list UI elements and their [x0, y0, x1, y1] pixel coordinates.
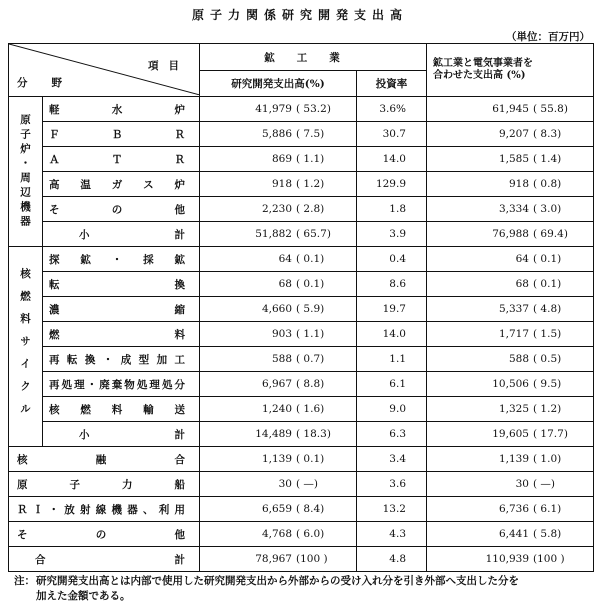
table-row	[9, 172, 594, 197]
combined-value: 918	[508, 178, 529, 190]
rnd-value: 869	[271, 153, 292, 165]
combined-value: 1,139	[498, 453, 529, 465]
table-row	[9, 347, 594, 372]
row-label: 再処理・廃棄物処理処分	[43, 372, 200, 397]
combined-percent: ( 0.1)	[533, 253, 562, 265]
table-row	[9, 247, 594, 272]
table-row	[9, 472, 594, 497]
invest-rate: 3.4	[357, 447, 427, 472]
rnd-expenditure-table	[8, 43, 594, 572]
header-combined-line2: 合わせた支出高 (%)	[433, 70, 526, 81]
combined-percent: ( 1.5)	[533, 328, 562, 340]
combined-percent: ( 9.5)	[533, 378, 562, 390]
subtotal-label: 小計	[43, 422, 200, 447]
rnd-percent: ( 0.1)	[296, 278, 325, 290]
rnd-value: 1,240	[261, 403, 292, 415]
footnote-line1: 研究開発支出高とは内部で使用した研究開発支出から外部からの受け入れ分を引き外部へ支出した分を	[36, 575, 519, 587]
rnd-value: 68	[278, 278, 292, 290]
invest-rate: 6.1	[357, 372, 427, 397]
combined-percent: ( 0.1)	[533, 278, 562, 290]
footnote-label: 注：	[14, 575, 35, 587]
rnd-value: 64	[278, 253, 292, 265]
row-label: ＦＢＲ	[43, 122, 200, 147]
rnd-value: 6,967	[261, 378, 292, 390]
combined-percent: ( 1.0)	[533, 453, 562, 465]
rnd-value: 1,139	[261, 453, 292, 465]
row-label: 核融合	[9, 447, 200, 472]
row-label: 再転換・成型加工	[43, 347, 200, 372]
rnd-value: 903	[271, 328, 292, 340]
invest-rate: 19.7	[357, 297, 427, 322]
invest-rate: 3.6	[357, 472, 427, 497]
rnd-value: 51,882	[255, 228, 292, 240]
invest-rate: 30.7	[357, 122, 427, 147]
row-label: 転換	[43, 272, 200, 297]
rnd-value: 918	[271, 178, 292, 190]
total-row	[9, 547, 594, 572]
row-label: 燃料	[43, 322, 200, 347]
combined-percent: ( 69.4)	[533, 228, 568, 240]
rnd-percent: ( 1.6)	[296, 403, 325, 415]
invest-rate: 0.4	[357, 247, 427, 272]
header-combined-column	[427, 44, 594, 97]
rnd-percent: ( 8.4)	[296, 503, 325, 515]
combined-percent: ( 5.8)	[533, 528, 562, 540]
invest-rate: 6.3	[357, 422, 427, 447]
invest-rate: 3.9	[357, 222, 427, 247]
invest-rate: 1.8	[357, 197, 427, 222]
table-row	[9, 122, 594, 147]
combined-percent: ( 3.0)	[533, 203, 562, 215]
combined-percent: ( 8.3)	[533, 128, 562, 140]
rnd-percent: ( 65.7)	[296, 228, 331, 240]
row-label: 核燃料輸送	[43, 397, 200, 422]
combined-percent: ( 1.2)	[533, 403, 562, 415]
combined-percent: ( 0.5)	[533, 353, 562, 365]
footnote-line2: 加えた金額である。	[36, 590, 131, 602]
rnd-value: 5,886	[261, 128, 292, 140]
combined-value: 6,441	[498, 528, 529, 540]
rnd-percent: ( 7.5)	[296, 128, 325, 140]
header-combined-line1: 鉱工業と電気事業者を	[433, 58, 533, 69]
row-label: 探鉱・採鉱	[43, 247, 200, 272]
rnd-percent: ( 53.2)	[296, 103, 331, 115]
combined-percent: ( 6.1)	[533, 503, 562, 515]
footnote	[14, 574, 584, 604]
combined-percent: ( 1.4)	[533, 153, 562, 165]
combined-percent: ( —)	[533, 478, 556, 490]
section-label-reactor: 原子炉・周辺機器	[9, 97, 43, 247]
rnd-percent: ( 0.7)	[296, 353, 325, 365]
combined-value: 61,945	[492, 103, 529, 115]
rnd-value: 78,967	[255, 553, 292, 565]
rnd-percent: ( 2.8)	[296, 203, 325, 215]
rnd-percent: ( 0.1)	[296, 253, 325, 265]
row-label: ＡＴＲ	[43, 147, 200, 172]
combined-percent: ( 0.8)	[533, 178, 562, 190]
combined-value: 64	[515, 253, 529, 265]
rnd-percent: ( 8.8)	[296, 378, 325, 390]
row-label: 軽水炉	[43, 97, 200, 122]
rnd-value: 30	[278, 478, 292, 490]
rnd-value: 41,979	[255, 103, 292, 115]
table-row	[9, 97, 594, 122]
rnd-value: 588	[271, 353, 292, 365]
combined-value: 3,334	[498, 203, 529, 215]
combined-value: 19,605	[492, 428, 529, 440]
rnd-percent: ( 6.0)	[296, 528, 325, 540]
header-corner-cell	[9, 44, 200, 97]
rnd-percent: ( 18.3)	[296, 428, 331, 440]
header-field-label: 分野	[17, 77, 86, 89]
combined-percent: ( 55.8)	[533, 103, 568, 115]
rnd-percent: ( 1.1)	[296, 153, 325, 165]
rnd-percent: ( —)	[296, 478, 319, 490]
table-row	[9, 397, 594, 422]
page-title: 原子力関係研究開発支出高	[191, 8, 408, 22]
header-rnd-column: 研究開発支出高(%)	[200, 71, 357, 97]
combined-percent: (100 )	[533, 553, 565, 565]
row-label: 高温ガス炉	[43, 172, 200, 197]
table-row	[9, 272, 594, 297]
combined-value: 5,337	[498, 303, 529, 315]
rnd-percent: ( 1.2)	[296, 178, 325, 190]
combined-value: 10,506	[492, 378, 529, 390]
row-label: ＲＩ・放射線機器、利用	[9, 497, 200, 522]
table-row	[9, 147, 594, 172]
header-row-1	[9, 44, 594, 71]
combined-value: 588	[508, 353, 529, 365]
table-row	[9, 497, 594, 522]
subtotal-label: 小計	[43, 222, 200, 247]
subtotal-row	[9, 222, 594, 247]
combined-value: 1,585	[498, 153, 529, 165]
invest-rate: 13.2	[357, 497, 427, 522]
table-row	[9, 447, 594, 472]
combined-value: 110,939	[485, 553, 529, 565]
table-row	[9, 322, 594, 347]
row-label: 濃縮	[43, 297, 200, 322]
table-row	[9, 372, 594, 397]
invest-rate: 4.8	[357, 547, 427, 572]
unit-label: （単位：百万円）	[506, 31, 590, 43]
combined-value: 1,325	[498, 403, 529, 415]
invest-rate: 4.3	[357, 522, 427, 547]
section-label-fuel-cycle: 核燃料サイクル	[9, 247, 43, 447]
rnd-percent: ( 0.1)	[296, 453, 325, 465]
header-invest-column: 投資率	[357, 71, 427, 97]
row-label: その他	[9, 522, 200, 547]
rnd-percent: ( 1.1)	[296, 328, 325, 340]
table-row	[9, 197, 594, 222]
invest-rate: 3.6%	[357, 97, 427, 122]
total-label: 合計	[9, 547, 200, 572]
combined-value: 1,717	[498, 328, 529, 340]
rnd-percent: (100 )	[296, 553, 328, 565]
invest-rate: 14.0	[357, 147, 427, 172]
combined-value: 6,736	[498, 503, 529, 515]
combined-value: 76,988	[492, 228, 529, 240]
table-row	[9, 522, 594, 547]
rnd-percent: ( 5.9)	[296, 303, 325, 315]
invest-rate: 129.9	[357, 172, 427, 197]
rnd-value: 6,659	[261, 503, 292, 515]
combined-percent: ( 17.7)	[533, 428, 568, 440]
invest-rate: 1.1	[357, 347, 427, 372]
invest-rate: 9.0	[357, 397, 427, 422]
subtotal-row	[9, 422, 594, 447]
combined-value: 9,207	[498, 128, 529, 140]
header-mining-group: 鉱工業	[200, 44, 427, 71]
combined-value: 68	[515, 278, 529, 290]
header-item-label: 項目	[148, 60, 189, 72]
rnd-value: 4,660	[261, 303, 292, 315]
table-row	[9, 297, 594, 322]
invest-rate: 8.6	[357, 272, 427, 297]
rnd-value: 4,768	[261, 528, 292, 540]
invest-rate: 14.0	[357, 322, 427, 347]
row-label: 原子力船	[9, 472, 200, 497]
rnd-value: 2,230	[261, 203, 292, 215]
combined-value: 30	[515, 478, 529, 490]
row-label: その他	[43, 197, 200, 222]
rnd-value: 14,489	[255, 428, 292, 440]
combined-percent: ( 4.8)	[533, 303, 562, 315]
